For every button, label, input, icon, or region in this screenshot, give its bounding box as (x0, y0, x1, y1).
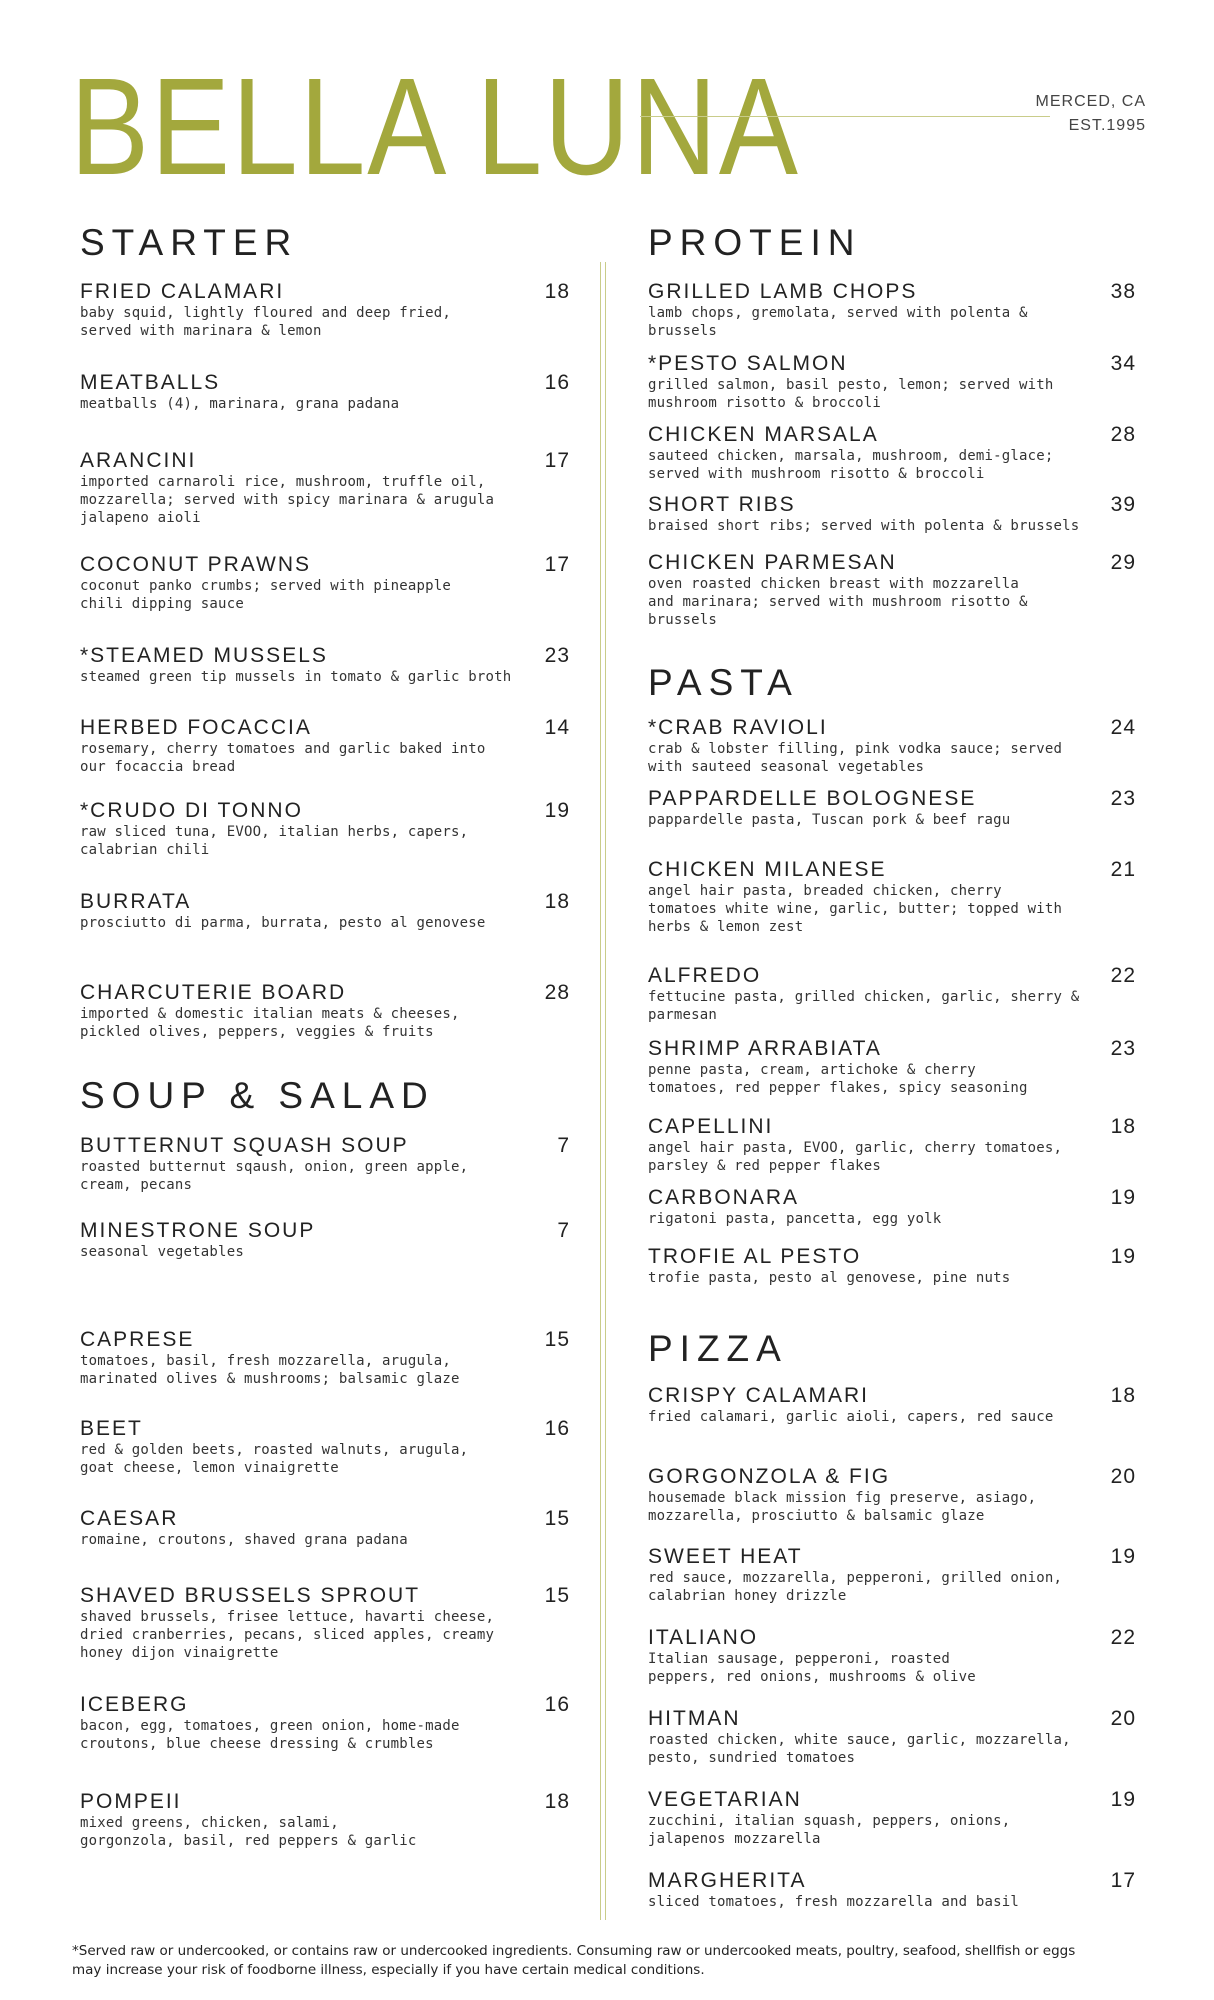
item-description: imported & domestic italian meats & cheeses, pickled olives, peppers, veggies & fruits (80, 1006, 460, 1040)
menu-item (80, 982, 570, 1041)
item-name: FRIED CALAMARI (80, 280, 285, 303)
menu-item (648, 1116, 1136, 1175)
item-description: imported carnaroli rice, mushroom, truffle oil, mozzarella; served with spicy marinara & arugula jalapeno aioli (80, 474, 495, 526)
item-price: 18 (544, 280, 570, 303)
item-price: 29 (1110, 551, 1136, 574)
item-description: romaine, croutons, shaved grana padana (80, 1532, 408, 1548)
item-name: CHICKEN MARSALA (648, 423, 879, 446)
menu-item (80, 1508, 570, 1549)
menu-item (648, 281, 1136, 340)
section-title-protein: PROTEIN (648, 222, 862, 263)
item-name: VEGETARIAN (648, 1788, 802, 1811)
item-name: CAPRESE (80, 1328, 195, 1351)
item-description: lamb chops, gremolata, served with polenta & brussels (648, 305, 1028, 339)
item-name: ITALIANO (648, 1626, 759, 1649)
item-description: red & golden beets, roasted walnuts, arugula, goat cheese, lemon vinaigrette (80, 1442, 469, 1476)
item-name: SHAVED BRUSSELS SPROUT (80, 1584, 421, 1607)
menu-item (648, 1466, 1136, 1525)
item-price: 23 (544, 644, 570, 667)
item-name: HERBED FOCACCIA (80, 716, 312, 739)
item-price: 38 (1110, 280, 1136, 303)
menu-item (648, 1627, 1136, 1686)
item-description: zucchini, italian squash, peppers, onions, jalapenos mozzarella (648, 1813, 1011, 1847)
item-name: BEET (80, 1417, 143, 1440)
item-description: pappardelle pasta, Tuscan pork & beef ragu (648, 812, 1011, 828)
menu-item (648, 859, 1136, 936)
menu-item (80, 717, 570, 776)
item-description: sliced tomatoes, fresh mozzarella and basil (648, 1894, 1020, 1910)
item-description: fettucine pasta, grilled chicken, garlic, sherry & parmesan (648, 989, 1080, 1023)
menu-item (648, 494, 1136, 535)
menu-item (80, 1418, 570, 1477)
item-description: prosciutto di parma, burrata, pesto al genovese (80, 915, 486, 931)
menu-item (80, 1694, 570, 1753)
item-name: CRISPY CALAMARI (648, 1384, 869, 1407)
item-description: baby squid, lightly floured and deep fried, served with marinara & lemon (80, 305, 452, 339)
item-name: ARANCINI (80, 449, 197, 472)
item-description: roasted butternut sqaush, onion, green apple, cream, pecans (80, 1159, 469, 1193)
menu-item (80, 891, 570, 932)
item-price: 22 (1110, 964, 1136, 987)
item-description: angel hair pasta, breaded chicken, cherry tomatoes white wine, garlic, butter; topped with herbs & lemon zest (648, 883, 1063, 935)
location-block (1036, 90, 1146, 138)
item-price: 15 (544, 1507, 570, 1530)
item-name: CAPELLINI (648, 1115, 774, 1138)
item-name: CAESAR (80, 1507, 179, 1530)
item-name: PAPPARDELLE BOLOGNESE (648, 787, 977, 810)
menu-item (648, 965, 1136, 1024)
item-name: MARGHERITA (648, 1869, 807, 1892)
item-price: 19 (544, 799, 570, 822)
menu-item (80, 1135, 570, 1194)
item-price: 23 (1110, 787, 1136, 810)
item-price: 7 (557, 1134, 570, 1157)
item-description: braised short ribs; served with polenta & brussels (648, 518, 1080, 534)
item-description: crab & lobster filling, pink vodka sauce; served with sauteed seasonal vegetables (648, 741, 1063, 775)
item-description: sauteed chicken, marsala, mushroom, demi-glace; served with mushroom risotto & broccoli (648, 448, 1054, 482)
item-price: 34 (1110, 352, 1136, 375)
header-divider (640, 116, 1050, 117)
item-name: BURRATA (80, 890, 192, 913)
item-description: shaved brussels, frisee lettuce, havarti cheese, dried cranberries, pecans, sliced apples, creamy honey dijon vinaigrette (80, 1609, 495, 1661)
item-name: *CRUDO DI TONNO (80, 799, 303, 822)
menu-item (80, 372, 570, 413)
item-price: 7 (557, 1219, 570, 1242)
item-name: MINESTRONE SOUP (80, 1219, 316, 1242)
item-description: seasonal vegetables (80, 1244, 244, 1260)
item-price: 28 (1110, 423, 1136, 446)
item-name: BUTTERNUT SQUASH SOUP (80, 1134, 409, 1157)
item-price: 14 (544, 716, 570, 739)
item-price: 17 (544, 449, 570, 472)
item-price: 16 (544, 371, 570, 394)
item-price: 19 (1110, 1545, 1136, 1568)
item-name: SWEET HEAT (648, 1545, 803, 1568)
item-name: GORGONZOLA & FIG (648, 1465, 891, 1488)
item-description: housemade black mission fig preserve, asiago, mozzarella, prosciutto & balsamic glaze (648, 1490, 1037, 1524)
item-description: penne pasta, cream, artichoke & cherry tomatoes, red pepper flakes, spicy seasoning (648, 1062, 1028, 1096)
item-price: 15 (544, 1584, 570, 1607)
menu-item (648, 1246, 1136, 1287)
item-description: mixed greens, chicken, salami, gorgonzola, basil, red peppers & garlic (80, 1815, 417, 1849)
item-price: 16 (544, 1693, 570, 1716)
item-name: POMPEII (80, 1790, 182, 1813)
item-description: angel hair pasta, EVOO, garlic, cherry tomatoes, parsley & red pepper flakes (648, 1140, 1063, 1174)
menu-item (648, 424, 1136, 483)
menu-item (80, 1220, 570, 1261)
section-title-starter: STARTER (80, 222, 299, 263)
established-year: EST.1995 (1068, 117, 1146, 134)
menu-item (648, 1546, 1136, 1605)
item-description: fried calamari, garlic aioli, capers, red sauce (648, 1409, 1054, 1425)
menu-item (648, 1708, 1136, 1767)
menu-item (80, 645, 570, 686)
item-description: grilled salmon, basil pesto, lemon; served with mushroom risotto & broccoli (648, 377, 1054, 411)
item-price: 19 (1110, 1186, 1136, 1209)
item-price: 18 (1110, 1384, 1136, 1407)
menu-item (648, 552, 1136, 629)
item-name: SHRIMP ARRABIATA (648, 1037, 882, 1060)
menu-item (648, 717, 1136, 776)
menu-item (80, 1329, 570, 1388)
menu-item (80, 450, 570, 527)
item-name: ICEBERG (80, 1693, 189, 1716)
item-description: roasted chicken, white sauce, garlic, mozzarella, pesto, sundried tomatoes (648, 1732, 1071, 1766)
item-description: bacon, egg, tomatoes, green onion, home-made croutons, blue cheese dressing & crumbles (80, 1718, 460, 1752)
item-description: trofie pasta, pesto al genovese, pine nuts (648, 1270, 1011, 1286)
menu-item (80, 281, 570, 340)
item-description: oven roasted chicken breast with mozzarella and marinara; served with mushroom risotto & brussels (648, 576, 1028, 628)
item-name: CARBONARA (648, 1186, 800, 1209)
item-description: coconut panko crumbs; served with pineapple chili dipping sauce (80, 578, 452, 612)
item-name: CHICKEN MILANESE (648, 858, 887, 881)
menu-item (648, 788, 1136, 829)
item-name: *STEAMED MUSSELS (80, 644, 328, 667)
item-price: 18 (544, 1790, 570, 1813)
menu-item (80, 800, 570, 859)
item-name: *PESTO SALMON (648, 352, 848, 375)
item-description: rigatoni pasta, pancetta, egg yolk (648, 1211, 942, 1227)
item-price: 20 (1110, 1707, 1136, 1730)
item-name: HITMAN (648, 1707, 741, 1730)
location-city: MERCED, CA (1035, 93, 1146, 110)
item-price: 20 (1110, 1465, 1136, 1488)
item-price: 24 (1110, 716, 1136, 739)
item-price: 15 (544, 1328, 570, 1351)
section-title-pizza: PIZZA (648, 1328, 788, 1369)
menu-item (648, 1870, 1136, 1911)
menu-item (648, 353, 1136, 412)
item-name: SHORT RIBS (648, 493, 796, 516)
item-price: 39 (1110, 493, 1136, 516)
menu-item (648, 1789, 1136, 1848)
item-name: ALFREDO (648, 964, 762, 987)
column-divider (600, 262, 606, 1920)
menu-item (648, 1038, 1136, 1097)
item-description: meatballs (4), marinara, grana padana (80, 396, 400, 412)
item-price: 19 (1110, 1788, 1136, 1811)
section-title-soup-salad: SOUP & SALAD (80, 1075, 435, 1116)
section-title-pasta: PASTA (648, 662, 799, 703)
item-name: GRILLED LAMB CHOPS (648, 280, 918, 303)
menu-item (80, 554, 570, 613)
item-price: 21 (1110, 858, 1136, 881)
item-description: steamed green tip mussels in tomato & garlic broth (80, 669, 512, 685)
menu-item (80, 1791, 570, 1850)
menu-item (648, 1385, 1136, 1426)
item-price: 18 (544, 890, 570, 913)
item-description: rosemary, cherry tomatoes and garlic baked into our focaccia bread (80, 741, 486, 775)
item-price: 16 (544, 1417, 570, 1440)
restaurant-logo: BELLA LUNA (70, 50, 800, 204)
item-name: COCONUT PRAWNS (80, 553, 312, 576)
item-name: TROFIE AL PESTO (648, 1245, 862, 1268)
item-price: 19 (1110, 1245, 1136, 1268)
item-description: raw sliced tuna, EVOO, italian herbs, capers, calabrian chili (80, 824, 469, 858)
item-name: CHARCUTERIE BOARD (80, 981, 347, 1004)
item-name: *CRAB RAVIOLI (648, 716, 828, 739)
item-name: MEATBALLS (80, 371, 221, 394)
item-description: Italian sausage, pepperoni, roasted peppers, red onions, mushrooms & olive (648, 1651, 976, 1685)
item-price: 22 (1110, 1626, 1136, 1649)
item-price: 17 (1110, 1869, 1136, 1892)
menu-item (648, 1187, 1136, 1228)
item-price: 28 (544, 981, 570, 1004)
menu-item (80, 1585, 570, 1662)
raw-food-disclaimer: *Served raw or undercooked, or contains raw or undercooked ingredients. Consuming raw or undercooked meats, poultry, seafood, shellfish or eggs may increase your risk of foodborne illness, especially if you have certain medical conditions. (72, 1943, 1076, 1978)
item-description: tomatoes, basil, fresh mozzarella, arugula, marinated olives & mushrooms; balsamic glaze (80, 1353, 460, 1387)
item-description: red sauce, mozzarella, pepperoni, grilled onion, calabrian honey drizzle (648, 1570, 1063, 1604)
item-price: 17 (544, 553, 570, 576)
item-name: CHICKEN PARMESAN (648, 551, 897, 574)
item-price: 23 (1110, 1037, 1136, 1060)
item-price: 18 (1110, 1115, 1136, 1138)
